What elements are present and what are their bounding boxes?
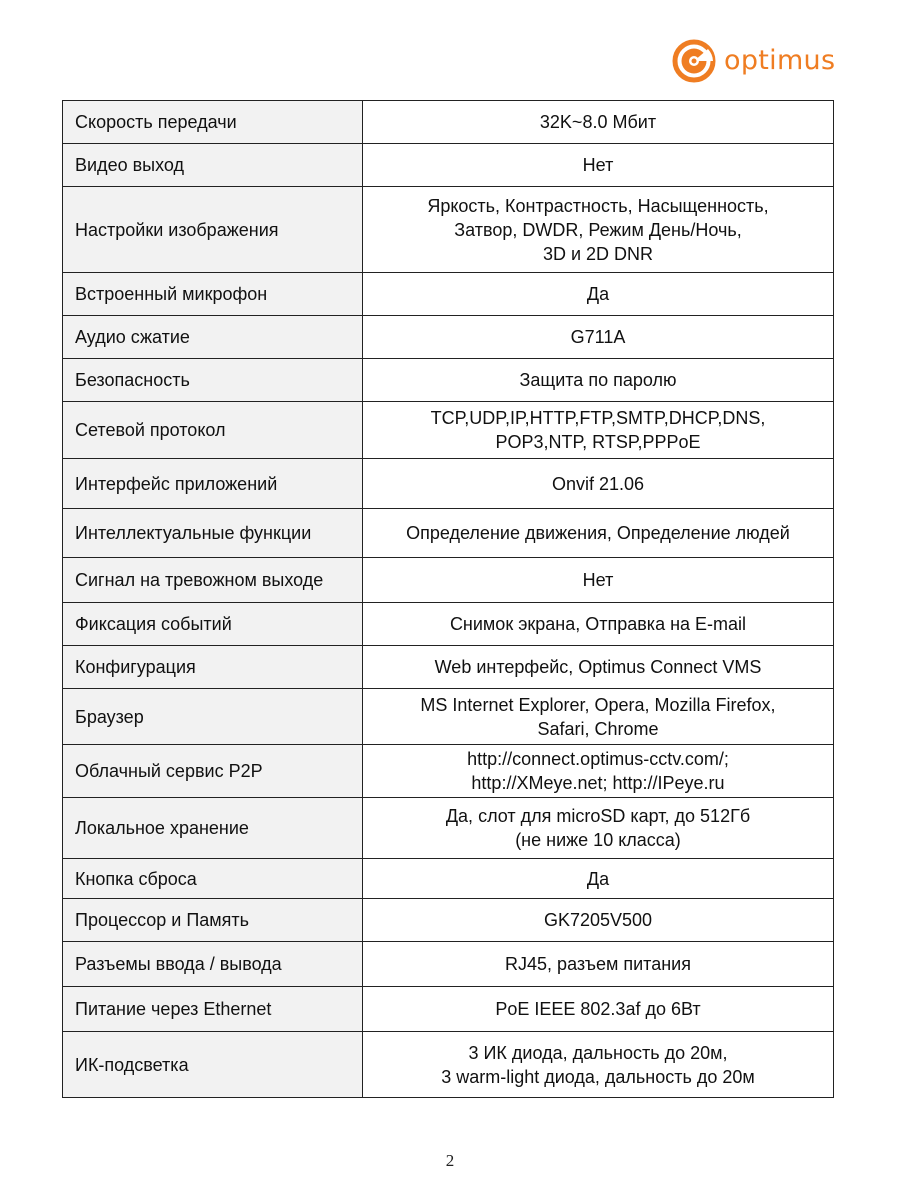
spec-value-line: POP3,NTP, RTSP,PPPoE bbox=[495, 432, 701, 452]
spec-value bbox=[363, 745, 834, 798]
spec-value-line: 3D и 2D DNR bbox=[542, 243, 654, 264]
brand-name: optimus bbox=[724, 44, 836, 76]
spec-row bbox=[63, 359, 834, 402]
spec-row bbox=[63, 1032, 834, 1098]
spec-param: Сигнал на тревожном выходе bbox=[63, 558, 363, 603]
spec-row bbox=[63, 316, 834, 359]
spec-value-line: RJ45, разъем питания bbox=[505, 954, 691, 974]
spec-value-line: PoE IEEE 802.3af до 6Вт bbox=[495, 999, 701, 1019]
spec-param: Встроенный микрофон bbox=[63, 273, 363, 316]
spec-param: Интерфейс приложений bbox=[63, 459, 363, 509]
spec-param: Аудио сжатие bbox=[63, 316, 363, 359]
spec-param: Интеллектуальные функции bbox=[63, 509, 363, 558]
spec-value-line: http://XMeye.net; http://IPeye.ru bbox=[471, 773, 725, 793]
spec-param: Фиксация событий bbox=[63, 603, 363, 646]
spec-value-line: Да bbox=[586, 284, 610, 304]
spec-value-line: 3 warm-light диода, дальность до 20м bbox=[441, 1066, 755, 1087]
spec-value-line: Снимок экрана, Отправка на E-mail bbox=[449, 614, 747, 634]
spec-value-line: Определение движения, Определение людей bbox=[406, 523, 790, 543]
spec-value bbox=[363, 1032, 834, 1098]
spec-param: Скорость передачи bbox=[63, 101, 363, 144]
spec-param: Разъемы ввода / вывода bbox=[63, 942, 363, 987]
optimus-logo-icon bbox=[672, 39, 716, 83]
spec-value bbox=[363, 899, 834, 942]
spec-value bbox=[363, 646, 834, 689]
spec-param: Видео выход bbox=[63, 144, 363, 187]
spec-table bbox=[62, 100, 834, 1098]
spec-value bbox=[363, 187, 834, 273]
spec-param: Кнопка сброса bbox=[63, 859, 363, 899]
spec-value-line: Да bbox=[586, 868, 610, 889]
spec-row bbox=[63, 273, 834, 316]
spec-row bbox=[63, 899, 834, 942]
spec-row bbox=[63, 603, 834, 646]
spec-row bbox=[63, 646, 834, 689]
spec-row bbox=[63, 689, 834, 745]
spec-param: Процессор и Память bbox=[63, 899, 363, 942]
spec-param: Локальное хранение bbox=[63, 798, 363, 859]
spec-value-line: (не ниже 10 класса) bbox=[515, 830, 681, 850]
spec-value-line: Затвор, DWDR, Режим День/Ночь, bbox=[454, 219, 742, 240]
spec-param: Облачный сервис P2P bbox=[63, 745, 363, 798]
spec-value-line: Нет bbox=[582, 155, 614, 175]
spec-value bbox=[363, 316, 834, 359]
spec-value-line: 3 ИК диода, дальность до 20м, bbox=[468, 1042, 728, 1063]
spec-value bbox=[363, 459, 834, 509]
spec-row bbox=[63, 509, 834, 558]
spec-value bbox=[363, 942, 834, 987]
spec-row bbox=[63, 144, 834, 187]
spec-value bbox=[363, 273, 834, 316]
spec-value bbox=[363, 101, 834, 144]
page-number: 2 bbox=[445, 1151, 455, 1170]
spec-param: ИК-подсветка bbox=[63, 1032, 363, 1098]
spec-value-line: TCP,UDP,IP,HTTP,FTP,SMTP,DHCP,DNS, bbox=[430, 408, 766, 428]
spec-row bbox=[63, 402, 834, 459]
spec-param: Сетевой протокол bbox=[63, 402, 363, 459]
brand-logo bbox=[672, 38, 835, 84]
spec-value-line: Onvif 21.06 bbox=[551, 473, 645, 494]
spec-value bbox=[363, 798, 834, 859]
spec-value-line: Защита по паролю bbox=[519, 370, 677, 390]
spec-value-line: Нет bbox=[582, 570, 614, 590]
spec-value bbox=[363, 359, 834, 402]
spec-value-line: Яркость, Контрастность, Насыщенность, bbox=[427, 195, 769, 216]
spec-value bbox=[363, 859, 834, 899]
spec-value bbox=[363, 558, 834, 603]
spec-value-line: 32K~8.0 Мбит bbox=[539, 112, 657, 132]
spec-param: Браузер bbox=[63, 689, 363, 745]
spec-value-line: Web интерфейс, Optimus Connect VMS bbox=[434, 657, 762, 677]
spec-row bbox=[63, 798, 834, 859]
spec-value-line: GK7205V500 bbox=[543, 910, 653, 930]
spec-value-line: MS Internet Explorer, Opera, Mozilla Firefox, bbox=[420, 694, 776, 715]
spec-value-line: http://connect.optimus-cctv.com/; bbox=[467, 749, 729, 769]
spec-row bbox=[63, 187, 834, 273]
spec-value bbox=[363, 144, 834, 187]
spec-value bbox=[363, 509, 834, 558]
spec-param: Безопасность bbox=[63, 359, 363, 402]
spec-table-body bbox=[63, 101, 834, 1098]
spec-row bbox=[63, 745, 834, 798]
spec-value bbox=[363, 603, 834, 646]
spec-param: Настройки изображения bbox=[63, 187, 363, 273]
spec-row bbox=[63, 459, 834, 509]
spec-row bbox=[63, 987, 834, 1032]
spec-value-line: Да, слот для microSD карт, до 512Гб bbox=[445, 806, 751, 826]
spec-param: Питание через Ethernet bbox=[63, 987, 363, 1032]
spec-row bbox=[63, 101, 834, 144]
spec-value-line: G711A bbox=[570, 327, 626, 347]
spec-value bbox=[363, 987, 834, 1032]
spec-value-line: Safari, Chrome bbox=[537, 718, 659, 739]
spec-value bbox=[363, 689, 834, 745]
spec-row bbox=[63, 942, 834, 987]
spec-row bbox=[63, 859, 834, 899]
spec-value bbox=[363, 402, 834, 459]
spec-param: Конфигурация bbox=[63, 646, 363, 689]
spec-row bbox=[63, 558, 834, 603]
